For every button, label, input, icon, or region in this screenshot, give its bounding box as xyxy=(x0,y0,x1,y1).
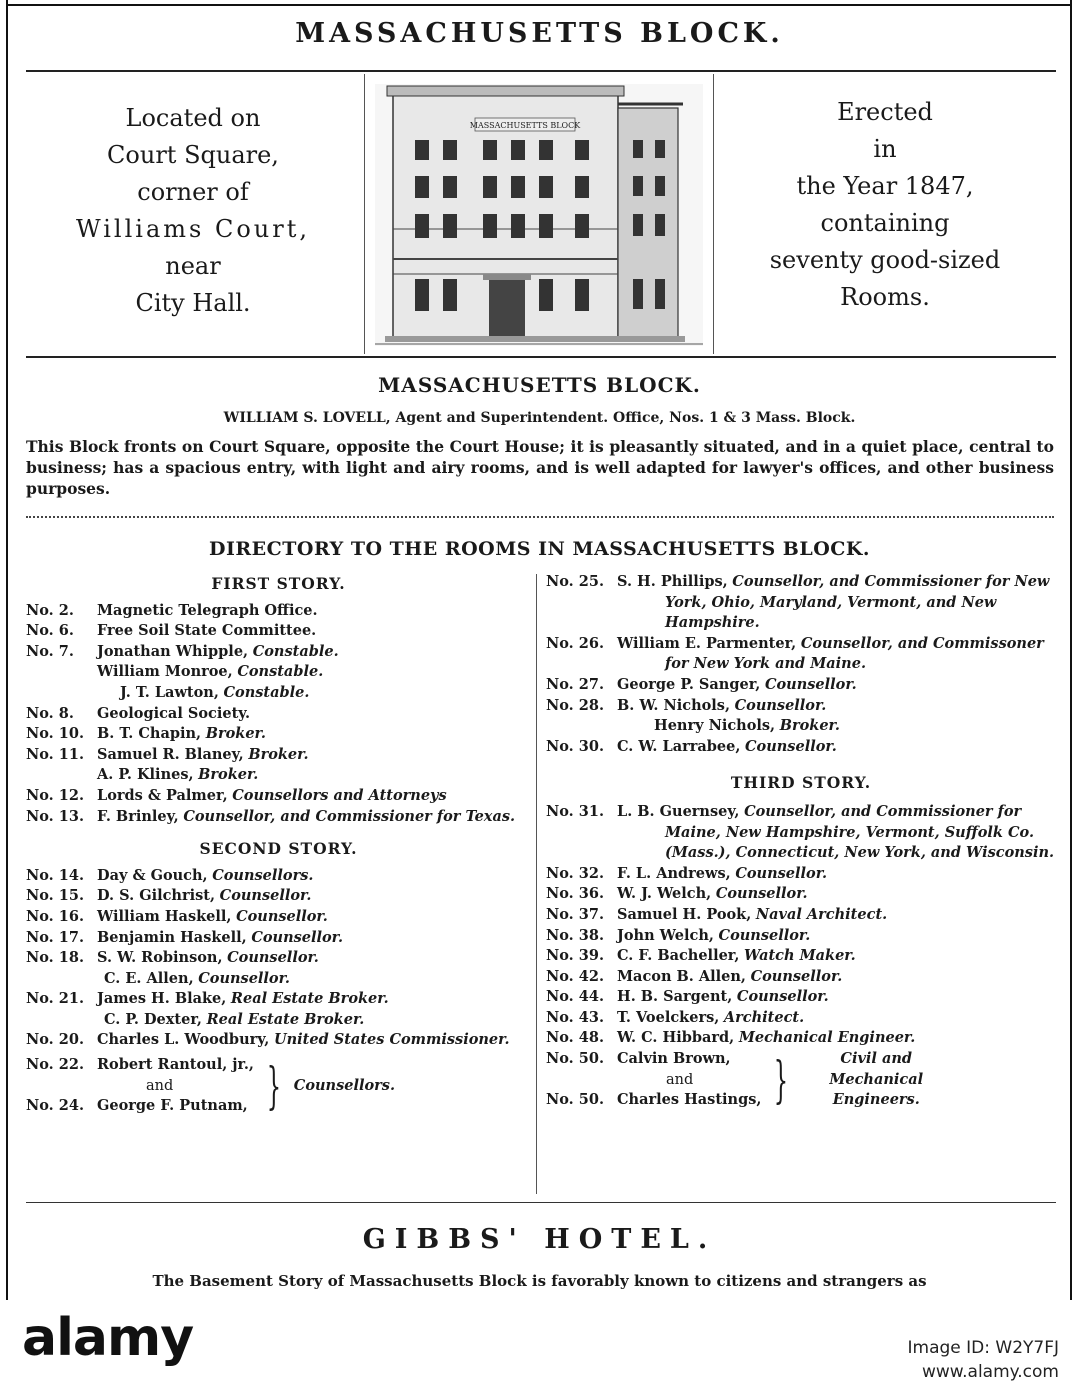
directory-entry xyxy=(26,621,531,642)
third-story-heading: THIRD STORY. xyxy=(730,773,872,793)
erected-line: the Year 1847, xyxy=(796,172,974,200)
room-number: No. 32. xyxy=(546,864,604,882)
alamy-logo: alamy xyxy=(22,1308,194,1368)
erected-line: seventy good-sized xyxy=(769,246,1001,274)
directory-entry xyxy=(546,967,1056,988)
occupant-role: Counsellor. xyxy=(736,988,829,1006)
occupant-role: Constable. xyxy=(223,683,310,701)
room-number: No. 11. xyxy=(26,745,84,763)
occupant-name: Macon B. Allen, xyxy=(617,967,746,985)
occupant-name: William E. Parmenter, xyxy=(617,634,797,652)
occupant-name: F. Brinley, xyxy=(97,807,179,825)
occupant-role: Counsellor. xyxy=(227,949,319,967)
occupant-role: Counsellor. xyxy=(236,907,328,925)
page-title: MASSACHUSETTS BLOCK. xyxy=(295,18,784,49)
directory-entry xyxy=(546,737,1056,758)
occupant-role: Counsellor. xyxy=(715,885,808,903)
directory-entry xyxy=(26,948,531,969)
occupant-name: Samuel H. Pook, xyxy=(617,905,752,923)
occupant-name: A. P. Klines, xyxy=(97,766,194,784)
directory-left-column xyxy=(26,574,531,1117)
occupant-name: Jonathan Whipple, xyxy=(97,642,249,660)
top-frame-line xyxy=(6,4,1072,6)
location-line: near xyxy=(165,252,221,280)
building-engraving xyxy=(365,74,713,354)
block-description: This Block fronts on Court Square, opposite the Court House; it is pleasantly situated, and in a quiet place, central to business; has a spacious entry, with light and airy rooms, and is well adapted for lawyer's offices, and other business purposes. xyxy=(26,437,1054,498)
room-number: No. 26. xyxy=(546,634,604,652)
room-number: No. 39. xyxy=(546,947,604,965)
directory-entry xyxy=(546,1008,1056,1029)
room-number: No. 20. xyxy=(26,1031,84,1049)
occupant-name: Charles L. Woodbury, xyxy=(97,1031,270,1049)
room-number: No. 14. xyxy=(26,866,84,884)
directory-entry xyxy=(546,1049,761,1070)
directory-entry xyxy=(546,946,1056,967)
occupant-name: Charles Hastings, xyxy=(617,1091,762,1109)
directory-entry xyxy=(26,642,531,663)
location-line: Williams Court, xyxy=(76,215,310,243)
room-number: No. 38. xyxy=(546,926,604,944)
occupant-name: F. L. Andrews, xyxy=(617,864,731,882)
occupant-role: Watch Maker. xyxy=(744,947,856,965)
directory-entry xyxy=(26,704,531,725)
occupant-name: John Welch, xyxy=(617,926,714,944)
directory-entry-group xyxy=(546,1049,1056,1111)
occupant-name: Benjamin Haskell, xyxy=(97,928,247,946)
occupant-name: B. W. Nichols, xyxy=(617,696,730,714)
room-number: No. 18. xyxy=(26,949,84,967)
left-frame-line xyxy=(6,0,8,1300)
occupant-name: Geological Society. xyxy=(97,704,251,722)
room-number: No. 12. xyxy=(26,786,84,804)
room-number: No. 8. xyxy=(26,704,74,722)
occupant-name: C. P. Dexter, xyxy=(104,1010,202,1028)
room-number: No. 13. xyxy=(26,807,84,825)
directory-entry xyxy=(26,1096,254,1117)
occupant-role: Counsellor. xyxy=(750,967,843,985)
building-engraving-panel xyxy=(364,74,714,354)
erected-line: Erected xyxy=(837,98,933,126)
directory-entry xyxy=(546,634,1056,675)
room-number: No. 36. xyxy=(546,885,604,903)
directory-entry xyxy=(546,987,1056,1008)
directory-entry-cont xyxy=(26,683,531,704)
directory-entry xyxy=(546,864,1056,885)
occupant-name: William Monroe, xyxy=(97,663,233,681)
building-sign-text: MASSACHUSETTS BLOCK xyxy=(469,121,581,130)
brace-glyph: } xyxy=(774,1050,789,1109)
image-id-block xyxy=(908,1336,1060,1384)
room-number: No. 25. xyxy=(546,573,604,590)
directory-entry xyxy=(546,905,1056,926)
directory-entry xyxy=(546,926,1056,947)
occupant-role: Counsellor, and Commissioner for Texas. xyxy=(183,807,516,825)
occupant-name: W. J. Welch, xyxy=(617,885,712,903)
room-number: No. 7. xyxy=(26,642,74,660)
site-url: www.alamy.com xyxy=(921,1362,1059,1382)
directory-entry xyxy=(546,572,1056,634)
location-line: corner of xyxy=(137,178,249,206)
occupant-name: S. H. Phillips, xyxy=(617,573,728,590)
occupant-role: Counsellor, and Commissioner for Maine, New Hampshire, Vermont, Suffolk Co. (Mass.), Connecticut, New York, and Wisconsin. xyxy=(665,802,1055,862)
occupant-name: C. E. Allen, xyxy=(104,969,194,987)
occupant-role: Counsellor. xyxy=(745,737,837,755)
occupant-role: Broker. xyxy=(205,725,266,743)
directory-entry xyxy=(546,1090,761,1111)
directory-right-column xyxy=(546,572,1056,1111)
room-number: No. 42. xyxy=(546,967,604,985)
room-number: No. 2. xyxy=(26,601,74,619)
room-number: No. 6. xyxy=(26,622,74,640)
occupant-role: Counsellor. xyxy=(251,928,344,946)
occupant-role: Architect. xyxy=(723,1008,805,1026)
occupant-name: Magnetic Telegraph Office. xyxy=(97,601,318,619)
occupant-role: Counsellor. xyxy=(734,696,827,714)
room-number: No. 50. xyxy=(546,1050,604,1068)
directory-entry xyxy=(26,601,531,622)
room-number: No. 44. xyxy=(546,988,604,1006)
brace-glyph: } xyxy=(266,1056,282,1115)
occupant-name: C. F. Bacheller, xyxy=(617,947,740,965)
directory-entry-cont xyxy=(26,662,531,683)
occupant-name: Day & Gouch, xyxy=(97,866,208,884)
title-divider xyxy=(26,70,1056,72)
room-number: No. 24. xyxy=(26,1097,84,1115)
location-line: Located on xyxy=(125,104,261,132)
occupant-name: D. S. Gilchrist, xyxy=(97,887,216,905)
occupant-role: Mechanical Engineer. xyxy=(738,1029,916,1047)
occupant-role: Naval Architect. xyxy=(755,905,888,923)
directory-entry xyxy=(26,989,531,1010)
directory-entry xyxy=(26,1030,531,1051)
occupant-name: James H. Blake, xyxy=(97,990,227,1008)
directory-title: DIRECTORY TO THE ROOMS IN MASSACHUSETTS BLOCK. xyxy=(209,538,870,560)
occupant-role: Broker. xyxy=(779,717,840,735)
occupant-role: Counsellors. xyxy=(212,866,314,884)
erected-line: containing xyxy=(820,209,950,237)
room-number: No. 28. xyxy=(546,696,604,714)
room-number: No. 48. xyxy=(546,1029,604,1047)
occupant-name: Calvin Brown, xyxy=(617,1050,731,1068)
occupant-role: Broker. xyxy=(248,745,309,763)
occupant-role: Broker. xyxy=(198,766,259,784)
occupant-role: Counsellor. xyxy=(764,675,857,693)
directory-entry-cont xyxy=(26,969,531,990)
occupant-name: H. B. Sargent, xyxy=(617,988,733,1006)
room-number: No. 16. xyxy=(26,907,84,925)
directory-entry xyxy=(26,807,531,828)
occupant-name: Henry Nichols, xyxy=(654,717,776,735)
and-connector: and xyxy=(666,1071,694,1088)
agent-line: WILLIAM S. LOVELL, Agent and Superintendent. Office, Nos. 1 & 3 Mass. Block. xyxy=(223,410,856,426)
and-connector: and xyxy=(146,1077,174,1094)
right-frame-line xyxy=(1070,0,1072,1300)
occupant-name: L. B. Guernsey, xyxy=(617,802,740,820)
occupant-role: Counsellor. xyxy=(718,926,811,944)
directory-entry xyxy=(26,745,531,766)
directory-entry xyxy=(546,1028,1056,1049)
erected-line: Rooms. xyxy=(840,283,930,311)
occupant-name: William Haskell, xyxy=(97,907,232,925)
hotel-text: The Basement Story of Massachusetts Block is favorably known to citizens and strangers as xyxy=(152,1272,927,1290)
directory-entry xyxy=(26,886,531,907)
directory-entry-cont xyxy=(26,1010,531,1031)
occupant-name: George P. Sanger, xyxy=(617,675,761,693)
header-divider xyxy=(26,356,1056,358)
directory-entry xyxy=(546,696,1056,717)
occupant-name: B. T. Chapin, xyxy=(97,725,202,743)
room-number: No. 10. xyxy=(26,725,84,743)
block-title: MASSACHUSETTS BLOCK. xyxy=(378,373,701,397)
occupant-name: J. T. Lawton, xyxy=(120,683,219,701)
directory-entry xyxy=(26,786,531,807)
occupant-role: Counsellors and Attorneys xyxy=(232,786,447,804)
occupant-name: T. Voelckers, xyxy=(617,1008,720,1026)
occupant-role: United States Commissioner. xyxy=(273,1031,510,1049)
directory-entry xyxy=(546,884,1056,905)
directory-entry-cont xyxy=(546,716,1056,737)
directory-entry-cont xyxy=(26,765,531,786)
first-story-heading: FIRST STORY. xyxy=(211,574,346,593)
occupant-name: Samuel R. Blaney, xyxy=(97,745,244,763)
image-id: Image ID: W2Y7FJ xyxy=(907,1338,1059,1358)
directory-entry xyxy=(26,907,531,928)
second-story-heading: SECOND STORY. xyxy=(199,839,358,859)
room-number: No. 30. xyxy=(546,737,604,755)
directory-entry xyxy=(26,866,531,887)
occupant-name: Free Soil State Committee. xyxy=(97,622,317,640)
room-number: No. 43. xyxy=(546,1008,604,1026)
room-number: No. 50. xyxy=(546,1091,604,1109)
occupant-name: Lords & Palmer, xyxy=(97,786,228,804)
occupant-role: Counsellors. xyxy=(293,1076,396,1094)
occupant-name: George F. Putnam, xyxy=(97,1097,248,1115)
occupant-name: C. W. Larrabee, xyxy=(617,737,741,755)
directory-entry xyxy=(26,928,531,949)
occupant-name: Robert Rantoul, jr., xyxy=(97,1056,254,1074)
directory-entry xyxy=(546,802,1056,864)
erected-line: in xyxy=(873,135,897,163)
occupant-role: Real Estate Broker. xyxy=(206,1010,365,1028)
description-divider xyxy=(26,516,1054,518)
occupant-name: W. C. Hibbard, xyxy=(617,1029,735,1047)
room-number: No. 22. xyxy=(26,1056,84,1074)
room-number: No. 31. xyxy=(546,802,604,820)
directory-entry xyxy=(26,724,531,745)
room-number: No. 27. xyxy=(546,675,604,693)
location-text xyxy=(20,100,366,322)
occupant-role: Counsellor, and Commissioner for New York, Ohio, Maryland, Vermont, and New Hampshire. xyxy=(665,573,1050,632)
directory-entry xyxy=(26,1055,254,1076)
location-line: Court Square, xyxy=(107,141,279,169)
room-number: No. 21. xyxy=(26,990,84,1008)
occupant-name: S. W. Robinson, xyxy=(97,949,223,967)
occupant-role: Constable. xyxy=(252,642,339,660)
directory-entry-group xyxy=(26,1055,531,1117)
location-line: City Hall. xyxy=(135,289,251,317)
occupant-role: Civil and Mechanical Engineers. xyxy=(829,1050,924,1109)
hotel-title: GIBBS' HOTEL. xyxy=(362,1224,717,1255)
occupant-role: Real Estate Broker. xyxy=(230,990,389,1008)
room-number: No. 17. xyxy=(26,928,84,946)
column-divider xyxy=(536,574,537,1194)
room-number: No. 37. xyxy=(546,905,604,923)
erected-text xyxy=(720,94,1050,316)
occupant-role: Counsellor, and Commissoner for New York and Maine. xyxy=(665,634,1044,673)
occupant-role: Counsellor. xyxy=(198,969,290,987)
occupant-role: Constable. xyxy=(237,663,324,681)
hotel-divider xyxy=(26,1202,1056,1203)
room-number: No. 15. xyxy=(26,887,84,905)
occupant-role: Counsellor. xyxy=(219,887,312,905)
occupant-role: Counsellor. xyxy=(735,864,828,882)
directory-entry xyxy=(546,675,1056,696)
